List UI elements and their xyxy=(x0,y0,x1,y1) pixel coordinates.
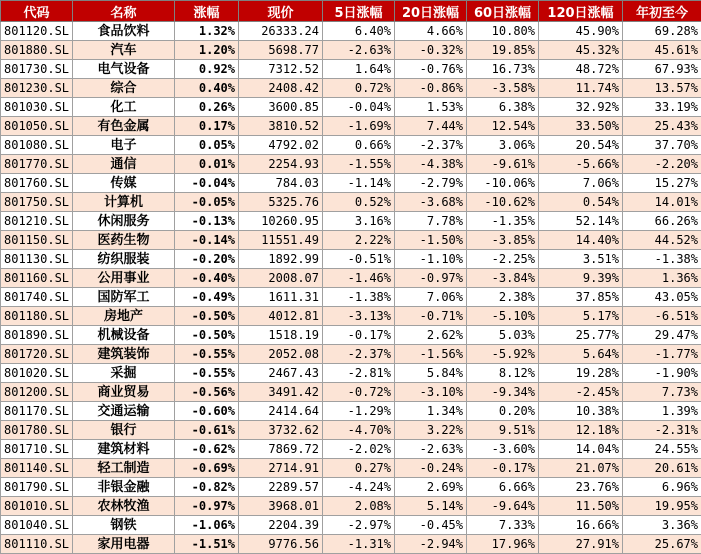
cell-code: 801050.SL xyxy=(1,117,73,136)
cell-price: 2414.64 xyxy=(239,402,323,421)
cell-code: 801040.SL xyxy=(1,516,73,535)
cell-change: -0.05% xyxy=(175,193,239,212)
cell-name: 轻工制造 xyxy=(73,459,175,478)
column-header-change-5d[interactable]: 5日涨幅 xyxy=(323,1,395,22)
cell-change: 1.20% xyxy=(175,41,239,60)
cell-change-5d: -1.29% xyxy=(323,402,395,421)
cell-code: 801740.SL xyxy=(1,288,73,307)
cell-code: 801790.SL xyxy=(1,478,73,497)
cell-price: 2467.43 xyxy=(239,364,323,383)
cell-change-20d: 1.53% xyxy=(395,98,467,117)
table-row[interactable] xyxy=(1,231,701,250)
cell-change-20d: 3.22% xyxy=(395,421,467,440)
cell-change: -0.61% xyxy=(175,421,239,440)
cell-code: 801030.SL xyxy=(1,98,73,117)
cell-change: -0.04% xyxy=(175,174,239,193)
cell-change: 1.32% xyxy=(175,22,239,41)
table-row[interactable] xyxy=(1,117,701,136)
cell-price: 3600.85 xyxy=(239,98,323,117)
cell-price: 2714.91 xyxy=(239,459,323,478)
cell-change-60d: -9.64% xyxy=(467,497,539,516)
cell-price: 7312.52 xyxy=(239,60,323,79)
cell-name: 建筑装饰 xyxy=(73,345,175,364)
cell-change-120d: 0.54% xyxy=(539,193,623,212)
cell-change-120d: 21.07% xyxy=(539,459,623,478)
cell-code: 801110.SL xyxy=(1,535,73,554)
cell-price: 1892.99 xyxy=(239,250,323,269)
cell-change: -0.69% xyxy=(175,459,239,478)
cell-price: 4012.81 xyxy=(239,307,323,326)
cell-code: 801180.SL xyxy=(1,307,73,326)
cell-name: 国防军工 xyxy=(73,288,175,307)
cell-change: -0.60% xyxy=(175,402,239,421)
cell-change-ytd: 15.27% xyxy=(623,174,701,193)
cell-change-120d: 32.92% xyxy=(539,98,623,117)
cell-name: 非银金融 xyxy=(73,478,175,497)
cell-price: 1518.19 xyxy=(239,326,323,345)
cell-change-ytd: -1.77% xyxy=(623,345,701,364)
cell-change-ytd: -6.51% xyxy=(623,307,701,326)
table-row[interactable] xyxy=(1,60,701,79)
cell-change: -0.82% xyxy=(175,478,239,497)
cell-change-5d: -3.13% xyxy=(323,307,395,326)
cell-change-20d: 2.69% xyxy=(395,478,467,497)
cell-price: 1611.31 xyxy=(239,288,323,307)
cell-change-120d: 5.64% xyxy=(539,345,623,364)
cell-change: 0.01% xyxy=(175,155,239,174)
cell-change-ytd: 3.36% xyxy=(623,516,701,535)
cell-change-60d: -3.84% xyxy=(467,269,539,288)
cell-change-20d: -0.86% xyxy=(395,79,467,98)
cell-change-120d: 12.18% xyxy=(539,421,623,440)
cell-price: 5325.76 xyxy=(239,193,323,212)
cell-change: -0.49% xyxy=(175,288,239,307)
cell-name: 农林牧渔 xyxy=(73,497,175,516)
cell-change-120d: 37.85% xyxy=(539,288,623,307)
cell-name: 交通运输 xyxy=(73,402,175,421)
cell-change-ytd: 37.70% xyxy=(623,136,701,155)
cell-name: 家用电器 xyxy=(73,535,175,554)
cell-code: 801200.SL xyxy=(1,383,73,402)
cell-change-60d: -9.34% xyxy=(467,383,539,402)
cell-change-20d: -3.10% xyxy=(395,383,467,402)
cell-change-60d: 2.38% xyxy=(467,288,539,307)
table-row[interactable] xyxy=(1,383,701,402)
cell-change-5d: -4.24% xyxy=(323,478,395,497)
cell-change-5d: -1.46% xyxy=(323,269,395,288)
cell-change-120d: 20.54% xyxy=(539,136,623,155)
cell-price: 784.03 xyxy=(239,174,323,193)
cell-change: 0.17% xyxy=(175,117,239,136)
cell-code: 801230.SL xyxy=(1,79,73,98)
cell-change-60d: 5.03% xyxy=(467,326,539,345)
cell-change-60d: -2.25% xyxy=(467,250,539,269)
cell-price: 9776.56 xyxy=(239,535,323,554)
cell-change-60d: 17.96% xyxy=(467,535,539,554)
cell-change-20d: -0.97% xyxy=(395,269,467,288)
column-header-change-120d[interactable]: 120日涨幅 xyxy=(539,1,623,22)
cell-change-120d: 19.28% xyxy=(539,364,623,383)
header-row xyxy=(1,1,701,22)
cell-name: 电气设备 xyxy=(73,60,175,79)
cell-change-60d: 19.85% xyxy=(467,41,539,60)
table-row[interactable] xyxy=(1,212,701,231)
cell-change-5d: -1.38% xyxy=(323,288,395,307)
cell-change-60d: 8.12% xyxy=(467,364,539,383)
cell-change-60d: 3.06% xyxy=(467,136,539,155)
cell-change-120d: 3.51% xyxy=(539,250,623,269)
table-row[interactable] xyxy=(1,326,701,345)
cell-change-ytd: -1.90% xyxy=(623,364,701,383)
cell-change-60d: 16.73% xyxy=(467,60,539,79)
cell-code: 801140.SL xyxy=(1,459,73,478)
table-row[interactable] xyxy=(1,478,701,497)
cell-price: 7869.72 xyxy=(239,440,323,459)
cell-code: 801080.SL xyxy=(1,136,73,155)
cell-change-120d: 25.77% xyxy=(539,326,623,345)
cell-code: 801750.SL xyxy=(1,193,73,212)
cell-change-20d: 5.84% xyxy=(395,364,467,383)
cell-change-5d: -2.81% xyxy=(323,364,395,383)
cell-name: 休闲服务 xyxy=(73,212,175,231)
cell-change-20d: -2.37% xyxy=(395,136,467,155)
cell-change: -0.50% xyxy=(175,326,239,345)
cell-change-20d: -1.50% xyxy=(395,231,467,250)
table-row[interactable] xyxy=(1,345,701,364)
cell-change-60d: -1.35% xyxy=(467,212,539,231)
cell-change-ytd: 43.05% xyxy=(623,288,701,307)
table-row[interactable] xyxy=(1,421,701,440)
cell-change-5d: 0.52% xyxy=(323,193,395,212)
cell-change-5d: -1.31% xyxy=(323,535,395,554)
cell-price: 3968.01 xyxy=(239,497,323,516)
cell-change: -0.55% xyxy=(175,364,239,383)
cell-name: 综合 xyxy=(73,79,175,98)
cell-change-20d: -3.68% xyxy=(395,193,467,212)
cell-code: 801880.SL xyxy=(1,41,73,60)
cell-name: 电子 xyxy=(73,136,175,155)
cell-change-120d: 11.74% xyxy=(539,79,623,98)
cell-name: 计算机 xyxy=(73,193,175,212)
cell-change-ytd: -1.38% xyxy=(623,250,701,269)
cell-change-5d: -0.17% xyxy=(323,326,395,345)
cell-change-ytd: 67.93% xyxy=(623,60,701,79)
column-header-price[interactable]: 现价 xyxy=(239,1,323,22)
cell-change-5d: 2.08% xyxy=(323,497,395,516)
cell-change-60d: -3.58% xyxy=(467,79,539,98)
table-row[interactable] xyxy=(1,402,701,421)
cell-change-ytd: -2.31% xyxy=(623,421,701,440)
cell-change-60d: -3.60% xyxy=(467,440,539,459)
cell-change-20d: 4.66% xyxy=(395,22,467,41)
cell-code: 801120.SL xyxy=(1,22,73,41)
cell-change-5d: 3.16% xyxy=(323,212,395,231)
table-row[interactable] xyxy=(1,288,701,307)
cell-change-5d: -2.97% xyxy=(323,516,395,535)
cell-change: -0.55% xyxy=(175,345,239,364)
table-row[interactable] xyxy=(1,41,701,60)
table-row[interactable] xyxy=(1,22,701,41)
cell-code: 801130.SL xyxy=(1,250,73,269)
cell-change-ytd: 25.43% xyxy=(623,117,701,136)
cell-change: 0.40% xyxy=(175,79,239,98)
cell-change: -0.97% xyxy=(175,497,239,516)
column-header-name[interactable]: 名称 xyxy=(73,1,175,22)
cell-change: -0.14% xyxy=(175,231,239,250)
table-row[interactable] xyxy=(1,98,701,117)
cell-code: 801720.SL xyxy=(1,345,73,364)
cell-change-5d: 6.40% xyxy=(323,22,395,41)
cell-change: -1.06% xyxy=(175,516,239,535)
cell-change: 0.92% xyxy=(175,60,239,79)
cell-change-60d: -10.62% xyxy=(467,193,539,212)
cell-code: 801170.SL xyxy=(1,402,73,421)
cell-change-120d: 52.14% xyxy=(539,212,623,231)
cell-price: 2052.08 xyxy=(239,345,323,364)
cell-change-ytd: 25.67% xyxy=(623,535,701,554)
table-row[interactable] xyxy=(1,307,701,326)
cell-price: 3810.52 xyxy=(239,117,323,136)
cell-change-ytd: 14.01% xyxy=(623,193,701,212)
cell-name: 汽车 xyxy=(73,41,175,60)
table-row[interactable] xyxy=(1,535,701,554)
table-row[interactable] xyxy=(1,250,701,269)
cell-change-5d: 1.64% xyxy=(323,60,395,79)
cell-name: 医药生物 xyxy=(73,231,175,250)
cell-price: 3491.42 xyxy=(239,383,323,402)
cell-change-20d: -0.76% xyxy=(395,60,467,79)
cell-change-120d: 9.39% xyxy=(539,269,623,288)
cell-change: -0.20% xyxy=(175,250,239,269)
cell-change-ytd: 69.28% xyxy=(623,22,701,41)
cell-code: 801150.SL xyxy=(1,231,73,250)
cell-name: 银行 xyxy=(73,421,175,440)
cell-price: 5698.77 xyxy=(239,41,323,60)
cell-change: -0.56% xyxy=(175,383,239,402)
cell-change-20d: -4.38% xyxy=(395,155,467,174)
cell-change-60d: -3.85% xyxy=(467,231,539,250)
cell-code: 801760.SL xyxy=(1,174,73,193)
cell-name: 房地产 xyxy=(73,307,175,326)
cell-change-ytd: 1.36% xyxy=(623,269,701,288)
cell-code: 801010.SL xyxy=(1,497,73,516)
cell-change-ytd: 1.39% xyxy=(623,402,701,421)
table-row[interactable] xyxy=(1,459,701,478)
table-row[interactable] xyxy=(1,516,701,535)
cell-change-20d: 2.62% xyxy=(395,326,467,345)
cell-price: 3732.62 xyxy=(239,421,323,440)
column-header-change-ytd[interactable]: 年初至今 xyxy=(623,1,701,22)
cell-change-20d: 7.44% xyxy=(395,117,467,136)
table-row[interactable] xyxy=(1,193,701,212)
cell-change-20d: -1.10% xyxy=(395,250,467,269)
cell-change-120d: 45.32% xyxy=(539,41,623,60)
cell-change-120d: 11.50% xyxy=(539,497,623,516)
cell-code: 801020.SL xyxy=(1,364,73,383)
column-header-change-60d[interactable]: 60日涨幅 xyxy=(467,1,539,22)
cell-change: 0.05% xyxy=(175,136,239,155)
cell-change-120d: 33.50% xyxy=(539,117,623,136)
cell-change: -0.50% xyxy=(175,307,239,326)
table-row[interactable] xyxy=(1,155,701,174)
cell-change-60d: 6.66% xyxy=(467,478,539,497)
cell-code: 801160.SL xyxy=(1,269,73,288)
cell-change-ytd: 33.19% xyxy=(623,98,701,117)
table-body xyxy=(1,22,701,554)
cell-change-120d: 14.04% xyxy=(539,440,623,459)
cell-change-20d: -2.94% xyxy=(395,535,467,554)
cell-change-5d: -1.55% xyxy=(323,155,395,174)
cell-name: 食品饮料 xyxy=(73,22,175,41)
cell-change-5d: 2.22% xyxy=(323,231,395,250)
cell-change-60d: 12.54% xyxy=(467,117,539,136)
cell-change-20d: -0.24% xyxy=(395,459,467,478)
cell-change-ytd: 29.47% xyxy=(623,326,701,345)
cell-name: 钢铁 xyxy=(73,516,175,535)
table-row[interactable] xyxy=(1,174,701,193)
cell-price: 2008.07 xyxy=(239,269,323,288)
cell-change-5d: 0.27% xyxy=(323,459,395,478)
cell-change-120d: -5.66% xyxy=(539,155,623,174)
cell-change-120d: 5.17% xyxy=(539,307,623,326)
cell-change-5d: -2.63% xyxy=(323,41,395,60)
table-header xyxy=(1,1,701,22)
cell-change-ytd: 20.61% xyxy=(623,459,701,478)
cell-code: 801730.SL xyxy=(1,60,73,79)
cell-price: 2289.57 xyxy=(239,478,323,497)
cell-change-120d: 23.76% xyxy=(539,478,623,497)
cell-change-5d: -4.70% xyxy=(323,421,395,440)
cell-change-ytd: 13.57% xyxy=(623,79,701,98)
cell-name: 有色金属 xyxy=(73,117,175,136)
cell-change-20d: -0.71% xyxy=(395,307,467,326)
cell-change-120d: 45.90% xyxy=(539,22,623,41)
column-header-code[interactable]: 代码 xyxy=(1,1,73,22)
cell-change-20d: 5.14% xyxy=(395,497,467,516)
column-header-change[interactable]: 涨幅 xyxy=(175,1,239,22)
cell-change-ytd: 7.73% xyxy=(623,383,701,402)
cell-change-120d: 48.72% xyxy=(539,60,623,79)
cell-change-120d: 16.66% xyxy=(539,516,623,535)
cell-change-20d: -0.45% xyxy=(395,516,467,535)
cell-change-5d: 0.66% xyxy=(323,136,395,155)
cell-name: 公用事业 xyxy=(73,269,175,288)
cell-change-60d: -5.92% xyxy=(467,345,539,364)
cell-change-5d: -0.04% xyxy=(323,98,395,117)
cell-change-ytd: -2.20% xyxy=(623,155,701,174)
cell-change-20d: 1.34% xyxy=(395,402,467,421)
cell-name: 纺织服装 xyxy=(73,250,175,269)
cell-change: -0.13% xyxy=(175,212,239,231)
cell-change-60d: 0.20% xyxy=(467,402,539,421)
table-row[interactable] xyxy=(1,269,701,288)
cell-code: 801780.SL xyxy=(1,421,73,440)
cell-name: 建筑材料 xyxy=(73,440,175,459)
cell-change-5d: -2.02% xyxy=(323,440,395,459)
cell-name: 商业贸易 xyxy=(73,383,175,402)
cell-change-60d: -5.10% xyxy=(467,307,539,326)
cell-change-ytd: 45.61% xyxy=(623,41,701,60)
cell-change-120d: 27.91% xyxy=(539,535,623,554)
cell-price: 11551.49 xyxy=(239,231,323,250)
cell-price: 2204.39 xyxy=(239,516,323,535)
cell-change-20d: -0.32% xyxy=(395,41,467,60)
column-header-change-20d[interactable]: 20日涨幅 xyxy=(395,1,467,22)
cell-name: 传媒 xyxy=(73,174,175,193)
cell-change-5d: -1.69% xyxy=(323,117,395,136)
cell-price: 10260.95 xyxy=(239,212,323,231)
cell-change-120d: 14.40% xyxy=(539,231,623,250)
table-row[interactable] xyxy=(1,440,701,459)
cell-price: 4792.02 xyxy=(239,136,323,155)
cell-change-5d: -0.51% xyxy=(323,250,395,269)
cell-change-5d: -2.37% xyxy=(323,345,395,364)
cell-name: 化工 xyxy=(73,98,175,117)
cell-price: 2408.42 xyxy=(239,79,323,98)
table-row[interactable] xyxy=(1,364,701,383)
cell-price: 26333.24 xyxy=(239,22,323,41)
cell-change-5d: 0.72% xyxy=(323,79,395,98)
cell-change-20d: 7.78% xyxy=(395,212,467,231)
cell-change-ytd: 44.52% xyxy=(623,231,701,250)
cell-change-60d: 10.80% xyxy=(467,22,539,41)
cell-price: 2254.93 xyxy=(239,155,323,174)
cell-code: 801210.SL xyxy=(1,212,73,231)
cell-change-60d: -9.61% xyxy=(467,155,539,174)
cell-change: -0.40% xyxy=(175,269,239,288)
cell-code: 801710.SL xyxy=(1,440,73,459)
cell-change-20d: -1.56% xyxy=(395,345,467,364)
cell-change: 0.26% xyxy=(175,98,239,117)
cell-change-120d: -2.45% xyxy=(539,383,623,402)
cell-name: 通信 xyxy=(73,155,175,174)
cell-name: 采掘 xyxy=(73,364,175,383)
cell-change-60d: -10.06% xyxy=(467,174,539,193)
cell-change: -0.62% xyxy=(175,440,239,459)
cell-change-ytd: 19.95% xyxy=(623,497,701,516)
cell-change-5d: -0.72% xyxy=(323,383,395,402)
cell-code: 801770.SL xyxy=(1,155,73,174)
cell-change-60d: 7.33% xyxy=(467,516,539,535)
cell-change-ytd: 6.96% xyxy=(623,478,701,497)
cell-name: 机械设备 xyxy=(73,326,175,345)
cell-code: 801890.SL xyxy=(1,326,73,345)
cell-change-ytd: 24.55% xyxy=(623,440,701,459)
table-row[interactable] xyxy=(1,497,701,516)
cell-change-20d: -2.63% xyxy=(395,440,467,459)
cell-change-5d: -1.14% xyxy=(323,174,395,193)
cell-change-60d: -0.17% xyxy=(467,459,539,478)
cell-change: -1.51% xyxy=(175,535,239,554)
cell-change-120d: 10.38% xyxy=(539,402,623,421)
cell-change-120d: 7.06% xyxy=(539,174,623,193)
cell-change-60d: 6.38% xyxy=(467,98,539,117)
cell-change-20d: 7.06% xyxy=(395,288,467,307)
table-row[interactable] xyxy=(1,136,701,155)
cell-change-ytd: 66.26% xyxy=(623,212,701,231)
cell-change-60d: 9.51% xyxy=(467,421,539,440)
table-row[interactable] xyxy=(1,79,701,98)
cell-change-20d: -2.79% xyxy=(395,174,467,193)
